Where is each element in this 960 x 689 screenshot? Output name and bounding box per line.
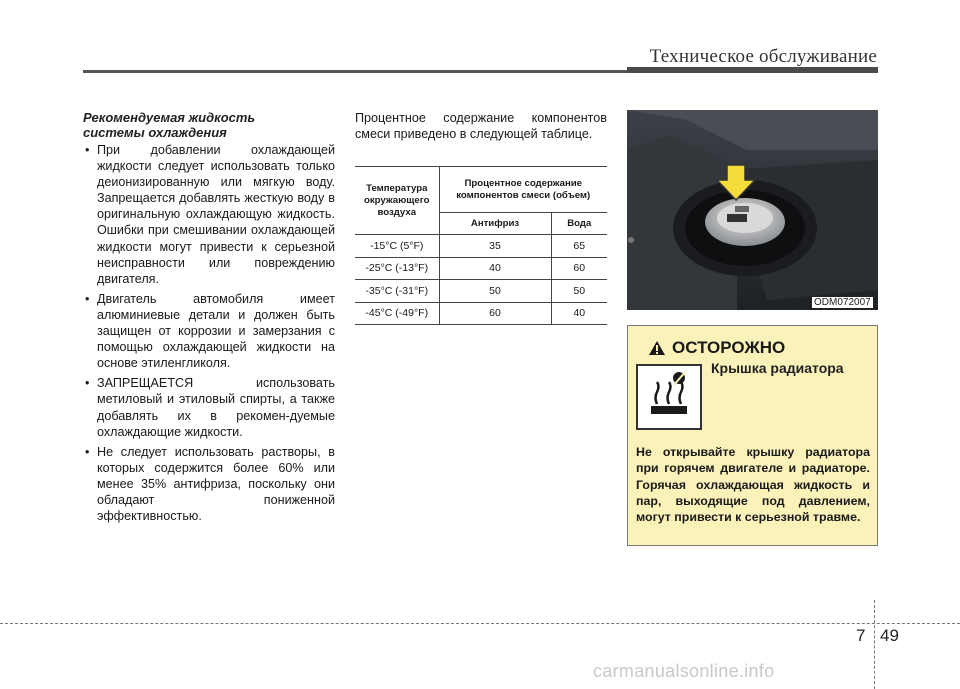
table-cell-temp: -25°C (-13°F) xyxy=(355,257,439,280)
table-intro: Процентное содержание компонентов смеси приведено в следующей таблице. xyxy=(355,111,607,142)
bullet-item: • Двигатель автомобиля имеет алюминиевые детали и должен быть защищен от коррозии и замерзания с помощью охлаждающей жидкости на основе этиленгликоля. xyxy=(83,291,335,371)
table-cell-antifreeze: 35 xyxy=(439,235,551,258)
bullet-item: • ЗАПРЕЩАЕТСЯ использовать метиловый и этиловый спирты, а также добавлять их в рекомен-дуемые охлаждающие жидкости. xyxy=(83,375,335,439)
warning-triangle-icon xyxy=(648,340,666,356)
middle-column xyxy=(355,110,607,142)
footer-rule xyxy=(0,623,960,624)
radiator-cap-illustration xyxy=(627,110,878,310)
warning-title xyxy=(648,338,785,358)
table-cell-water: 65 xyxy=(551,235,607,258)
table-header-temperature: Температура окружающего воздуха xyxy=(355,167,439,235)
radiator-cap-photo xyxy=(627,110,878,310)
hot-radiator-icon xyxy=(636,364,702,430)
bullet-item: • При добавлении охлаждающей жидкости следует использовать только деионизированную или мягкую воду. Запрещается добавлять жесткую воду в оригинальную охлаждающую жидкость. Ошибки при смешивании охлаждающей жидкости могут привести к серьезной неисправности или повреждению двигателя. xyxy=(83,142,335,287)
table-header-group: Процентное содержание компонентов смеси (объем) xyxy=(439,167,607,213)
page-number: 49 xyxy=(880,626,899,645)
footer-divider xyxy=(874,600,875,689)
bullet-item: • Не следует использовать растворы, в которых содержится более 60% или менее 35% антифриза, поскольку они обладают пониженной эффективностью. xyxy=(83,444,335,524)
header-rule-accent xyxy=(627,67,878,73)
table-cell-temp: -45°C (-49°F) xyxy=(355,302,439,325)
figure-code: ODM072007 xyxy=(814,297,871,308)
table-cell-temp: -35°C (-31°F) xyxy=(355,280,439,303)
warning-subtitle: Крышка радиатора xyxy=(711,360,844,376)
page-header-title: Техническое обслуживание xyxy=(649,46,877,67)
warning-box xyxy=(627,325,878,546)
table-cell-antifreeze: 40 xyxy=(439,257,551,280)
section-heading xyxy=(83,110,335,140)
table-row xyxy=(355,280,607,303)
section-heading-line2: системы охлаждения xyxy=(83,125,227,140)
left-column xyxy=(83,110,335,528)
table-cell-water: 50 xyxy=(551,280,607,303)
table-cell-temp: -15°C (5°F) xyxy=(355,235,439,258)
section-heading-line1: Рекомендуемая жидкость xyxy=(83,110,256,125)
warning-title-text: ОСТОРОЖНО xyxy=(672,338,786,357)
table-cell-antifreeze: 60 xyxy=(439,302,551,325)
chapter-number: 7 xyxy=(856,626,866,645)
coolant-mix-table xyxy=(355,166,607,325)
table-cell-water: 60 xyxy=(551,257,607,280)
table-row xyxy=(355,235,607,258)
table-cell-water: 40 xyxy=(551,302,607,325)
watermark: carmanualsonline.info xyxy=(593,661,775,681)
table-cell-antifreeze: 50 xyxy=(439,280,551,303)
table-row xyxy=(355,257,607,280)
table-header-water: Вода xyxy=(551,213,607,235)
table-header-antifreeze: Антифриз xyxy=(439,213,551,235)
warning-text: Не открывайте крышку радиатора при горячем двигателе и радиаторе. Горячая охлаждающая жидкость и пар, выходящие под давлением, могут привести к серьезной травме. xyxy=(636,445,870,525)
table-row xyxy=(355,302,607,325)
